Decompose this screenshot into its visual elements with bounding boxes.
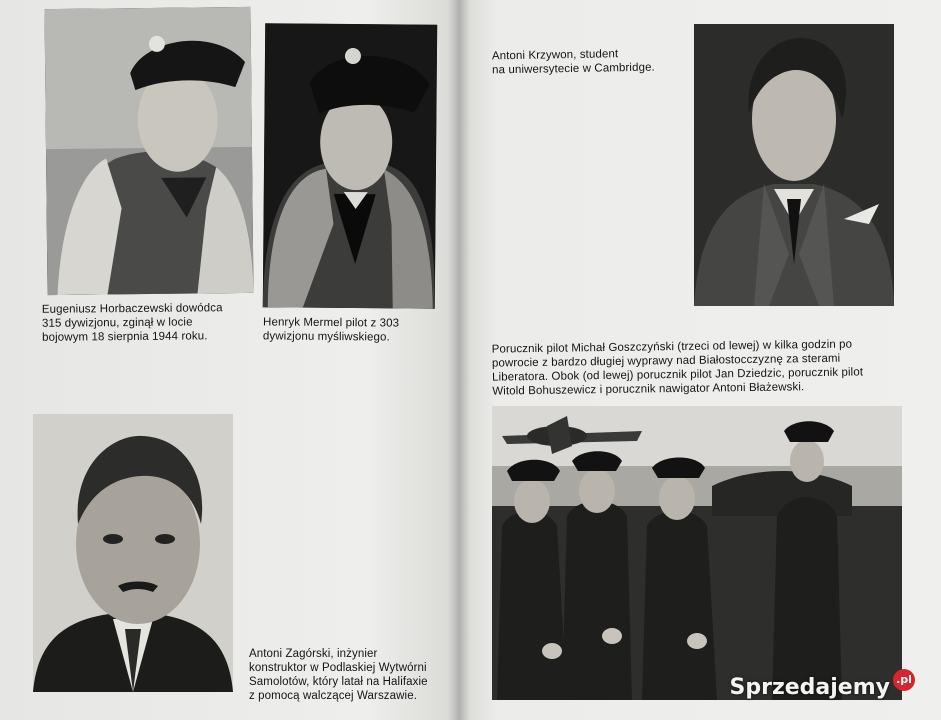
caption-horbaczewski [42,301,223,345]
caption-line: Witold Bohuszewicz i porucznik nawigator Antoni Błażewski. [492,381,805,398]
caption-line: konstruktor w Podlaskiej Wytwórni [249,662,427,674]
caption-line: Samolotów, który latał na Halifaxie [249,676,428,688]
caption-line: Antoni Zagórski, inżynier [249,648,378,660]
photo-krzywon [694,24,894,306]
caption-line: na uniwersytecie w Cambridge. [492,61,655,77]
watermark-text: Sprzedajemy [729,675,890,700]
photo-zagorski [33,414,233,692]
caption-line: dywizjonu myśliwskiego. [262,330,390,344]
caption-line: Liberatora. Obok (od lewej) porucznik pilot Jan Dziedzic, porucznik pilot [492,366,864,384]
caption-krzywon [492,47,655,78]
photo-horbaczewski [45,7,254,295]
caption-line: Antoni Krzywon, student [491,48,619,63]
caption-line: Henryk Mermel pilot z 303 [263,316,400,330]
photo-aviators-group [492,406,902,700]
caption-line: Eugeniusz Horbaczewski dowódca [41,302,223,316]
caption-zagorski [249,647,428,703]
book-gutter [448,0,470,720]
watermark-badge: .pl [893,669,915,691]
caption-mermel [263,315,399,344]
caption-line: z pomocą walczącej Warszawie. [249,690,417,702]
photo-mermel [263,23,437,308]
caption-line: 315 dywizjonu, zginął w locie [41,316,193,330]
caption-line: Porucznik pilot Michał Goszczyński (trzeci od lewej) w kilka godzin po [491,338,853,356]
caption-line: bojowym 18 sierpnia 1944 roku. [42,330,208,344]
sprzedajemy-watermark [730,675,916,700]
caption-goszczynski [492,337,864,398]
caption-line: powrocie z bardzo długiej wyprawy nad Białostocczyznę za sterami [491,352,841,370]
